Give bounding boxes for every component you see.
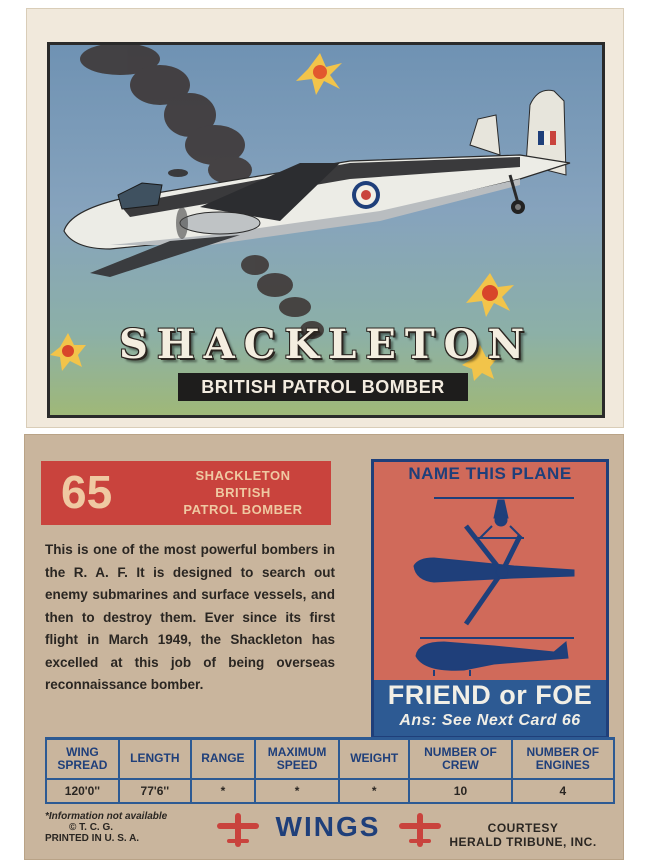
spec-weight: * <box>339 779 409 803</box>
helicopter-front-silhouette <box>434 498 574 538</box>
card-heading <box>161 467 325 518</box>
wings-series-title: WINGS <box>275 811 381 842</box>
plane-type-label: BRITISH PATROL BOMBER <box>178 373 468 401</box>
specs-header-weight <box>339 739 409 779</box>
specs-header-range <box>191 739 255 779</box>
header-line: NUMBER OF <box>424 744 497 759</box>
header-line: NUMBER OF <box>526 744 600 759</box>
spec-crew: 10 <box>409 779 511 803</box>
header-line: WEIGHT <box>350 751 399 766</box>
card-number: 65 <box>61 466 113 518</box>
quiz-answer-hint: Ans: See Next Card 66 <box>399 712 581 729</box>
header-line: SPREAD <box>57 757 108 772</box>
card-heading-line: PATROL BOMBER <box>183 502 303 517</box>
card-heading-line: BRITISH <box>215 485 271 500</box>
silhouette-diagram <box>374 486 606 676</box>
card-back <box>24 434 624 860</box>
plane-description: This is one of the most powerful bombers in the R. A. F. It is designed to search out enemy submarines and surface vessels, and then to destroy them. Ever since its first flight in March 1949, the Shackleton has excelled at this job of being overseas reconnaissance bomber. <box>45 542 335 692</box>
specs-header-max-speed <box>255 739 339 779</box>
specs-header-row <box>46 739 614 779</box>
card-number-box <box>41 461 331 525</box>
header-line: CREW <box>442 757 479 772</box>
spec-wing-spread: 120'0'' <box>46 779 119 803</box>
specs-header-wing-spread <box>46 739 119 779</box>
plane-name-title: SHACKLETON <box>118 321 534 368</box>
specs-header-length <box>119 739 191 779</box>
specs-header-crew <box>409 739 511 779</box>
front-illustration <box>47 42 605 418</box>
printed-text: PRINTED IN U. S. A. <box>45 833 140 844</box>
helicopter-side-silhouette <box>416 638 574 676</box>
friend-or-foe-title: FRIEND or FOE <box>387 680 593 710</box>
info-note: *Information not available <box>45 811 168 822</box>
name-this-plane-panel <box>371 459 609 739</box>
copyright-text: © T. C. G. <box>69 822 114 833</box>
footer-left <box>45 811 167 844</box>
courtesy-line: COURTESY <box>487 821 559 835</box>
quiz-title: NAME THIS PLANE <box>408 464 572 483</box>
plane-logo-icon <box>217 813 259 847</box>
header-line: WING <box>66 744 99 759</box>
courtesy-line: HERALD TRIBUNE, INC. <box>449 835 597 849</box>
card-heading-line: SHACKLETON <box>195 468 291 483</box>
specs-table <box>45 737 615 804</box>
spec-length: 77'6'' <box>119 779 191 803</box>
specs-header-engines <box>512 739 614 779</box>
header-line: MAXIMUM <box>267 744 327 759</box>
spec-range: * <box>191 779 255 803</box>
wings-logo <box>213 805 445 851</box>
helicopter-top-silhouette <box>414 526 574 624</box>
specs-value-row <box>46 779 614 803</box>
header-line: SPEED <box>276 757 318 772</box>
shackleton-aircraft <box>64 90 570 277</box>
spec-engines: 4 <box>512 779 614 803</box>
courtesy-credit <box>435 821 611 849</box>
header-line: RANGE <box>201 751 245 766</box>
header-line: ENGINES <box>535 757 590 772</box>
card-front <box>26 8 624 428</box>
friend-or-foe-banner <box>374 680 606 736</box>
header-line: LENGTH <box>130 751 180 766</box>
spec-max-speed: * <box>255 779 339 803</box>
